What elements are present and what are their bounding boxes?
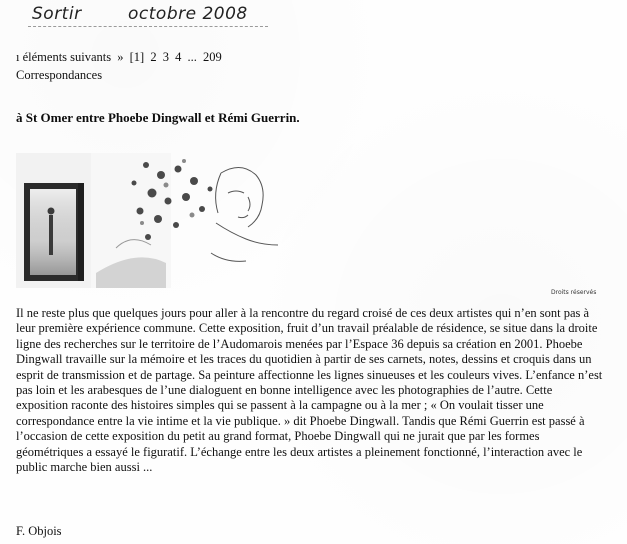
article-author: F. Objois	[16, 524, 62, 538]
pager-page-4[interactable]: 4	[175, 50, 182, 64]
pager-page-2[interactable]: 2	[150, 50, 157, 64]
line-drawing-face	[211, 167, 278, 261]
article-body: Il ne reste plus que quelques jours pour aller à la rencontre du regard croisé de ces deux artistes qui n’en sont pas à leur première expérience commune. Cette exposition, fruit d’un travail préalable de résidence, se situe dans la droite ligne des recherches sur le territoire de l’Audomarois menées par l’Espace 36 depuis sa création en 2001. Phoebe Dingwall travaille sur la mémoire et les traces du quotidien à partir de ses carnets, notes, dessins et croquis dans un esprit de transmission et de partage. Sa peinture affectionne les lignes sinueuses et les couleurs vives. L’enfance n’est pas loin et les arabesques de l’une dialoguent en bonne intelligence avec les photographies de l’autre. Cette exposition raconte des histoires simples qui se passent à la campagne ou à la mer ; « On voulait tisser une correspondance entre la vie intime et la vie publique. » dit Phoebe Dingwall. Tandis que Rémi Guerrin est passé à l’occasion de cette exposition du petit au grand format, Phoebe Dingwall qui ne jurait que par les formes géométriques a essayé le figuratif. L’échange entre les deux artistes a pleinement fonctionné, l’interaction avec le public marche bien aussi ...	[16, 306, 603, 475]
image-credit: Droits réservés	[551, 289, 597, 296]
handwritten-date: octobre 2008	[128, 4, 248, 24]
pager-page-3[interactable]: 3	[162, 50, 169, 64]
photo-frame-edge	[78, 183, 84, 281]
section-label: Correspondances	[16, 68, 103, 82]
next-items-link[interactable]: ı éléments suivants	[16, 50, 112, 64]
pager-separator: »	[117, 50, 124, 64]
pager-page-last[interactable]: 209	[202, 50, 222, 64]
scan-rule	[28, 26, 268, 27]
handwritten-source: Sortir	[32, 4, 82, 24]
pagination	[16, 50, 225, 65]
pager-current: [1]	[129, 50, 145, 64]
pager-ellipsis: ...	[187, 50, 197, 64]
photo-figure	[49, 215, 53, 255]
article-title: à St Omer entre Phoebe Dingwall et Rémi Guerrin.	[16, 110, 300, 125]
photo-figure-head	[48, 208, 55, 215]
article-image	[16, 153, 286, 288]
exhibition-collage-image	[16, 153, 286, 288]
